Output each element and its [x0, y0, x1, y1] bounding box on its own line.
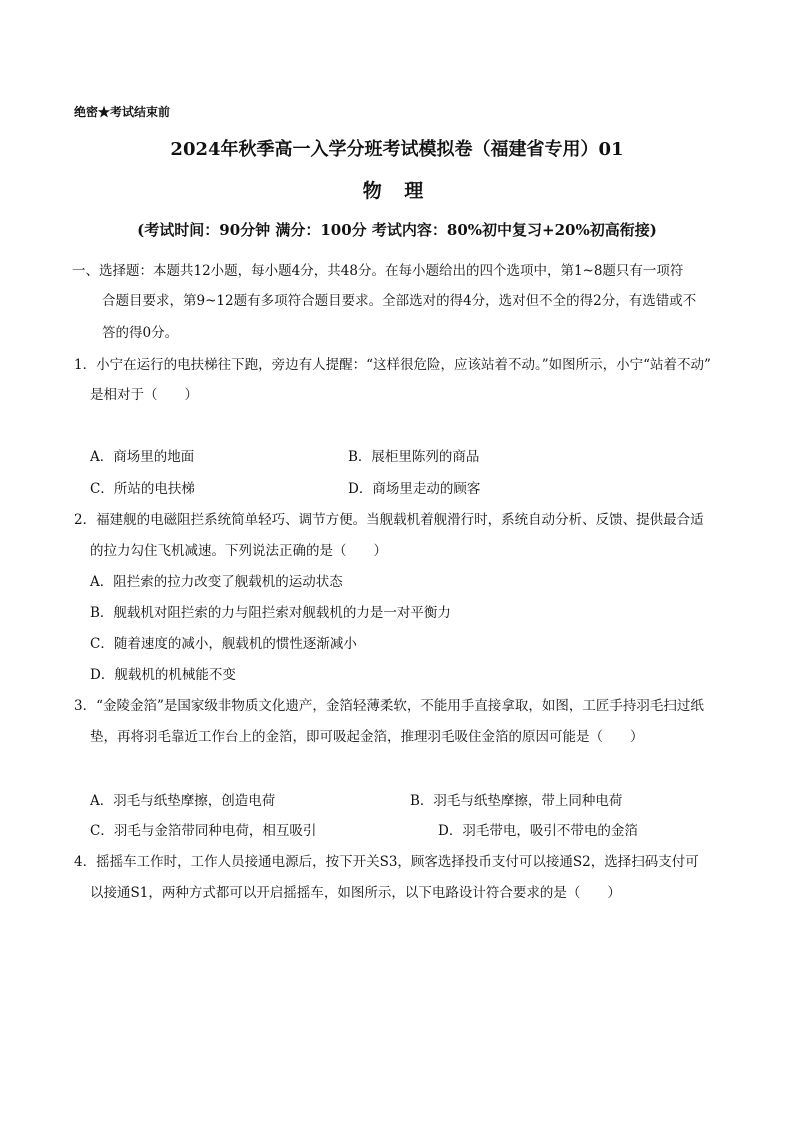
question-stem: 以接通S1，两种方式都可以开启摇摇车，如图所示，以下电路设计符合要求的是（ ）: [90, 885, 621, 901]
option-a[interactable]: A．羽毛与纸垫摩擦，创造电荷: [90, 793, 276, 809]
option-d[interactable]: D．舰载机的机械能不变: [90, 667, 236, 683]
question-stem: 3．“金陵金箔”是国家级非物质文化遗产，金箔轻薄柔软，不能用手直接拿取，如图，工匠手持羽毛扫过纸: [74, 698, 704, 714]
option-d[interactable]: D．羽毛带电，吸引不带电的金箔: [438, 823, 638, 839]
question-stem: 1．小宁在运行的电扶梯往下跑，旁边有人提醒：“这样很危险，应该站着不动。”如图所示，小宁“站着不动”: [74, 357, 711, 373]
question-stem: 4．摇摇车工作时，工作人员接通电源后，按下开关S3，顾客选择投币支付可以接通S2，选择扫码支付可: [74, 854, 699, 870]
option-c[interactable]: C．随着速度的减小，舰载机的惯性逐渐减小: [90, 636, 357, 652]
secret-mark: 绝密★考试结束前: [74, 105, 171, 119]
option-b[interactable]: B．羽毛与纸垫摩擦，带上同种电荷: [410, 793, 623, 809]
section-line: 合题目要求，第9~12题有多项符合题目要求。全部选对的得4分，选对但不全的得2分，有选错或不: [102, 293, 697, 309]
question-stem: 的拉力勾住飞机减速。下列说法正确的是（ ）: [90, 543, 387, 559]
option-a[interactable]: A．阻拦索的拉力改变了舰载机的运动状态: [90, 574, 343, 590]
option-c[interactable]: C．羽毛与金箔带同种电荷，相互吸引: [90, 823, 317, 839]
option-d[interactable]: D．商场里走动的顾客: [348, 481, 481, 497]
option-a[interactable]: A．商场里的地面: [90, 449, 195, 465]
section-line: 答的得0分。: [102, 325, 179, 341]
exam-title: 2024年秋季高一入学分班考试模拟卷（福建省专用）01: [170, 139, 624, 160]
question-stem: 是相对于（ ）: [90, 387, 198, 403]
section-line: 一、选择题：本题共12小题，每小题4分，共48分。在每小题给出的四个选项中，第1~8题只有一项符: [72, 263, 684, 279]
option-c[interactable]: C．所站的电扶梯: [90, 481, 195, 497]
question-stem: 2．福建舰的电磁阻拦系统简单轻巧、调节方便。当舰载机着舰滑行时，系统自动分析、反馈、提供最合适: [74, 512, 704, 528]
option-b[interactable]: B．展柜里陈列的商品: [348, 449, 480, 465]
option-b[interactable]: B．舰载机对阻拦索的力与阻拦索对舰载机的力是一对平衡力: [90, 605, 451, 621]
question-stem: 垫，再将羽毛靠近工作台上的金箔，即可吸起金箔，推理羽毛吸住金箔的原因可能是（ ）: [90, 729, 644, 745]
exam-info: (考试时间：90分钟 满分：100分 考试内容：80%初中复习+20%初高衔接): [137, 221, 657, 239]
subject-title: 物 理: [362, 180, 432, 202]
